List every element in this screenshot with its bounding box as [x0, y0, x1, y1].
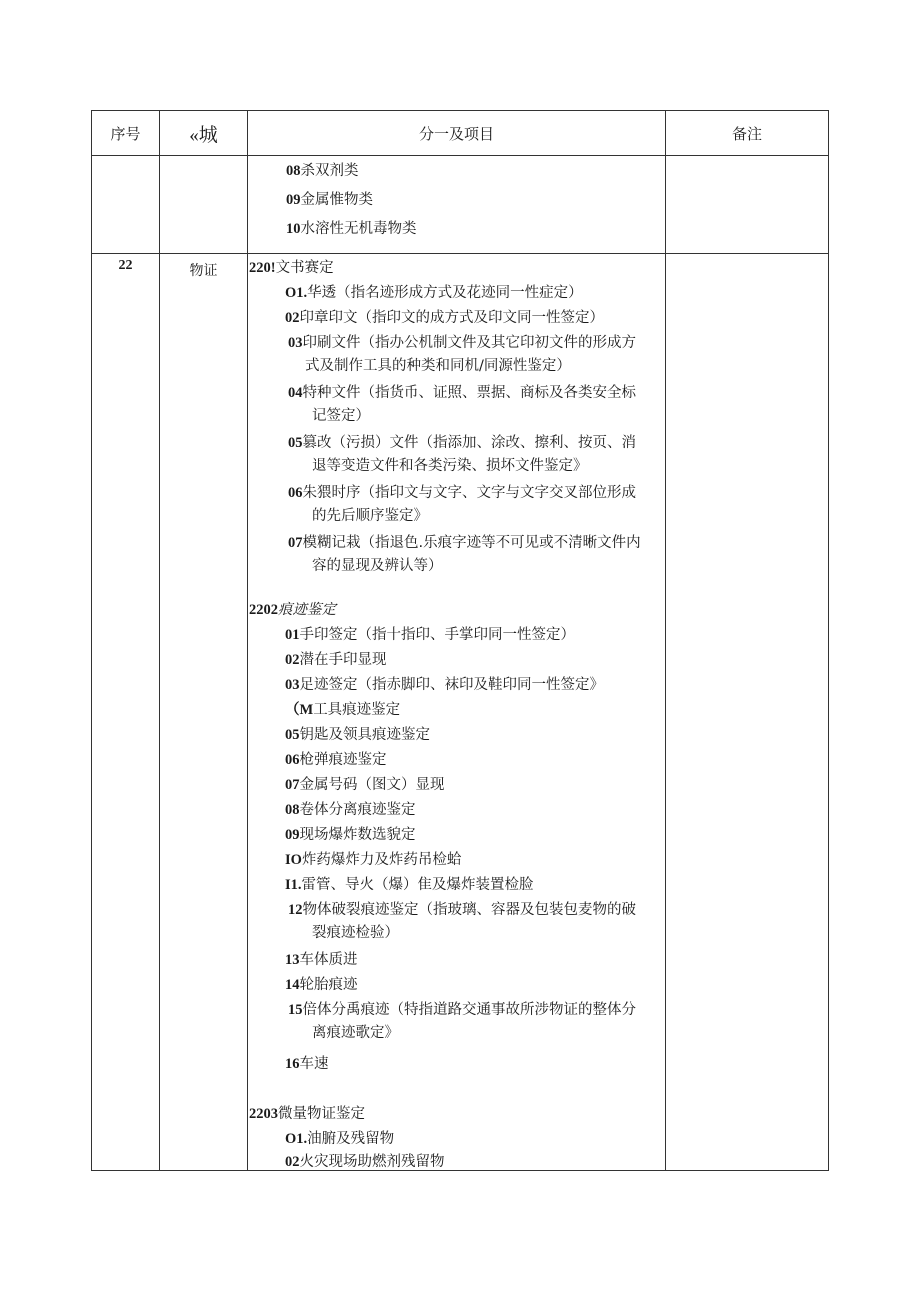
table-header-row	[92, 111, 829, 156]
list-item: 06枪弹痕迹鉴定	[285, 752, 387, 768]
list-item: 04特种文件（指货币、证照、票据、商标及各类安全标	[288, 385, 636, 401]
list-item-continuation: 记签定）	[312, 408, 370, 424]
list-item: 02印章印文（指印文的成方式及印文同一性签定）	[285, 310, 604, 326]
list-item: 12物体破裂痕迹鉴定（指玻璃、容器及包装包麦物的破	[288, 902, 636, 918]
group-heading: 220!文书赛定	[249, 260, 334, 276]
items-cell	[248, 254, 666, 1171]
list-item: IO炸药爆炸力及炸药吊检蛤	[285, 852, 462, 868]
table-row-continued	[92, 156, 829, 254]
list-item: 01手印签定（指十指印、手掌印同一性签定）	[285, 627, 575, 643]
list-item: 05篡改（污损）文件（指添加、涂改、擦利、按页、消	[288, 435, 636, 451]
header-category: «城	[160, 111, 248, 156]
list-item: O1.华透（指名迹形成方式及花迹同一性症定）	[285, 285, 583, 301]
list-item: 02火灾现场助燃剂残留物	[285, 1154, 445, 1170]
list-item: 06朱猥时序（指印文与文字、文字与文字交叉部位形成	[288, 485, 636, 501]
group-heading: 2202痕迹鉴定	[249, 602, 336, 618]
group-heading: 2203微量物证鉴定	[249, 1106, 365, 1122]
list-item-continuation: 式及制作工具的种类和同机/同源性鉴定）	[305, 358, 571, 374]
list-item: 09现场爆炸数选貌定	[285, 827, 416, 843]
list-item: 10水溶性无机毒物类	[286, 221, 417, 237]
appraisal-items-table	[91, 110, 829, 1171]
list-item: 14轮胎痕迹	[285, 977, 358, 993]
list-item-continuation: 的先后顺序鉴定》	[312, 508, 428, 524]
list-item: 08卷体分离痕迹鉴定	[285, 802, 416, 818]
remarks-cell	[666, 156, 829, 254]
list-item: 08杀双剂类	[286, 163, 359, 179]
list-item: 05钥匙及领具痕迹鉴定	[285, 727, 430, 743]
list-item-continuation: 离痕迹歌定》	[312, 1025, 399, 1041]
list-item: 03印刷文件（指办公机制文件及其它印初文件的形成方	[288, 335, 636, 351]
list-item-continuation: 容的显现及辨认等）	[312, 558, 443, 574]
list-item: 16车速	[285, 1056, 329, 1072]
category-label: 物证	[160, 254, 248, 1171]
list-item-continuation: 裂痕迹检验）	[312, 925, 399, 941]
remarks-cell	[666, 254, 829, 1171]
list-item: 07金属号码（图文）显现	[285, 777, 445, 793]
list-item: （M工具痕迹鉴定	[285, 702, 401, 718]
list-item: 03足迹签定（指赤脚印、袜印及鞋印同一性签定》	[285, 677, 604, 693]
header-seq: 序号	[92, 111, 160, 156]
table-row-22	[92, 254, 829, 1171]
list-item: I1.雷管、导火（爆）隹及爆炸装置检脸	[285, 877, 534, 893]
category-cell	[160, 156, 248, 254]
list-item: 09金属惟物类	[286, 192, 373, 208]
list-item: 13车体质进	[285, 952, 358, 968]
seq-number: 22	[92, 254, 160, 1171]
seq-cell	[92, 156, 160, 254]
list-item-continuation: 退等变造文件和各类污染、损坏文件鉴定》	[312, 458, 588, 474]
header-items: 分一及项目	[248, 111, 666, 156]
list-item: 15倍体分禹痕迹（特指道路交通事故所涉物证的整体分	[288, 1002, 636, 1018]
header-remarks: 备注	[666, 111, 829, 156]
list-item: O1.油腑及残留物	[285, 1131, 395, 1147]
list-item: 02潜在手印显现	[285, 652, 387, 668]
items-cell	[248, 156, 666, 254]
list-item: 07模糊记栽（指退色.乐痕字迹等不可见或不清晰文件内	[288, 535, 641, 551]
